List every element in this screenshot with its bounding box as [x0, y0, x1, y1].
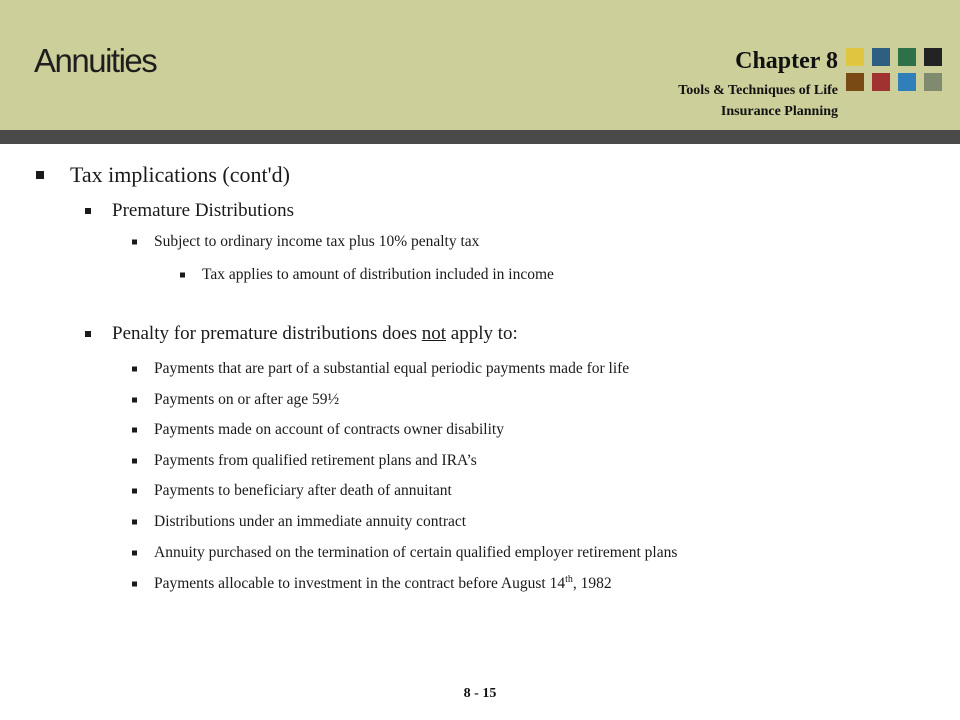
bullet-marker [132, 398, 137, 403]
bullet-text: Payments to beneficiary after death of annuitant [154, 482, 452, 499]
bullet-marker [132, 459, 137, 464]
list-item [154, 513, 466, 531]
bullet-text: Payments from qualified retirement plans and IRA’s [154, 452, 477, 469]
bullet-marker [132, 367, 137, 372]
list-item [154, 544, 677, 562]
list-item [154, 482, 452, 500]
list-item [154, 391, 339, 409]
bullet-marker [180, 273, 185, 278]
bullet-marker [132, 428, 137, 433]
bullet-marker [132, 520, 137, 525]
page-number: 8 - 15 [463, 686, 497, 701]
bullet-level1 [70, 162, 290, 188]
bullet-level3 [154, 233, 479, 251]
bullet-marker [132, 582, 137, 587]
bullet-text: Subject to ordinary income tax plus 10% penalty tax [154, 233, 480, 250]
bullet-marker [36, 171, 44, 179]
subtitle-line-2: Insurance Planning [720, 104, 838, 119]
bullet-text: Annuity purchased on the termination of certain qualified employer retirement plans [154, 544, 678, 561]
underlined-word: not [421, 323, 447, 344]
bullet-text-post: apply to: [446, 323, 518, 344]
bullet-text-post: , 1982 [572, 575, 612, 592]
bullet-level2 [112, 200, 294, 222]
bullet-marker [132, 551, 137, 556]
bullet-text: Distributions under an immediate annuity contract [154, 513, 467, 530]
bullet-text: Premature Distributions [112, 200, 295, 221]
list-item [154, 452, 477, 470]
bullet-text: Payments made on account of contracts owner disability [154, 421, 504, 438]
subtitle-line-1: Tools & Techniques of Life [678, 83, 838, 98]
bullet-marker [132, 240, 137, 245]
chapter-label: Chapter 8 [735, 48, 838, 74]
list-item [154, 575, 612, 593]
bullet-text: Tax implications (cont'd) [70, 162, 290, 187]
bullet-marker [85, 331, 91, 337]
bullet-level4 [202, 266, 554, 284]
bullet-text-pre: Payments allocable to investment in the contract before August 14 [154, 575, 566, 592]
bullet-text: Payments on or after age 59½ [154, 391, 340, 408]
bullet-level2 [112, 323, 518, 345]
slide-title: Annuities [34, 42, 157, 79]
list-item [154, 421, 504, 439]
bullet-text: Tax applies to amount of distribution included in income [202, 266, 554, 283]
bullet-marker [132, 489, 137, 494]
bullet-text: Payments that are part of a substantial equal periodic payments made for life [154, 360, 630, 377]
list-item [154, 360, 629, 378]
bullet-text-pre: Penalty for premature distributions does [112, 323, 422, 344]
bullet-marker [85, 208, 91, 214]
superscript: th [565, 573, 573, 585]
